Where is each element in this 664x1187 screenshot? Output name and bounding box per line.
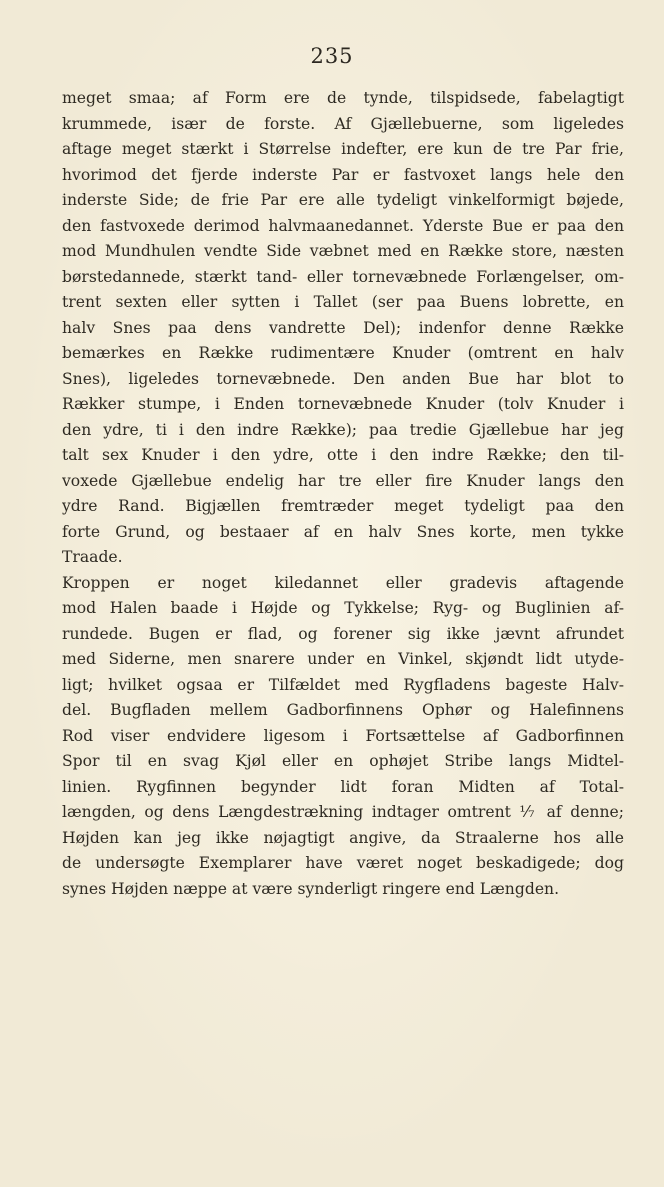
text-line: rundede. Bugen er flad, og forener sig ikke jævnt afrundet	[62, 624, 624, 643]
text-line: inderste Side; de frie Par ere alle tydeligt vinkelformigt bøjede,	[62, 191, 624, 209]
text-line: Rækker stumpe, i Enden tornevæbnede Knuder (tolv Knuder i	[62, 395, 624, 413]
text-line: aftage meget stærkt i Størrelse indefter, ere kun de tre Par frie,	[62, 140, 624, 158]
text-line: forte Grund, og bestaaer af en halv Snes korte, men tykke	[62, 522, 624, 541]
text-line: Traade.	[62, 548, 123, 566]
text-line: den fastvoxede derimod halvmaanedannet. Yderste Bue er paa den	[62, 216, 624, 235]
body-text	[62, 86, 624, 902]
page-number: 235	[310, 44, 354, 68]
text-line: hvorimod det fjerde inderste Par er fastvoxet langs hele den	[62, 165, 624, 184]
text-line: Kroppen er noget kiledannet eller gradevis aftagende	[62, 573, 624, 592]
text-line: bemærkes en Række rudimentære Knuder (omtrent en halv	[62, 344, 624, 362]
text-line: voxede Gjællebue endelig har tre eller fire Knuder langs den	[62, 471, 624, 490]
text-line: mod Mundhulen vendte Side væbnet med en Række store, næsten	[62, 242, 624, 260]
text-line: børstedannede, stærkt tand- eller tornevæbnede Forlængelser, om-	[62, 267, 624, 286]
text-line: Højden kan jeg ikke nøjagtigt angive, da Straalerne hos alle	[62, 828, 624, 847]
text-line: de undersøgte Exemplarer have været noget beskadigede; dog	[62, 854, 624, 872]
text-line: meget smaa; af Form ere de tynde, tilspidsede, fabelagtigt	[62, 89, 624, 107]
text-line: halv Snes paa dens vandrette Del); indenfor denne Række	[62, 318, 624, 337]
text-line: krummede, især de forste. Af Gjællebuerne, som ligeledes	[62, 114, 624, 133]
text-line: trent sexten eller sytten i Tallet (ser paa Buens lobrette, en	[62, 293, 624, 311]
text-line: Spor til en svag Kjøl eller en ophøjet Stribe langs Midtel-	[62, 752, 624, 770]
text-line: synes Højden næppe at være synderligt ringere end Længden.	[62, 879, 560, 898]
text-line: ydre Rand. Bigjællen fremtræder meget tydeligt paa den	[62, 497, 624, 515]
text-line: Snes), ligeledes tornevæbnede. Den anden Bue har blot to	[62, 369, 624, 388]
text-line: med Siderne, men snarere under en Vinkel, skjøndt lidt utyde-	[62, 650, 624, 668]
text-line: del. Bugfladen mellem Gadborfinnens Ophør og Halefinnens	[62, 701, 624, 719]
text-line: den ydre, ti i den indre Række); paa tredie Gjællebue har jeg	[62, 420, 624, 439]
text-line: længden, og dens Længdestrækning indtager omtrent ⅐ af denne;	[62, 803, 624, 821]
text-line: linien. Rygfinnen begynder lidt foran Midten af Total-	[62, 777, 624, 796]
text-line: Rod viser endvidere ligesom i Fortsættelse af Gadborfinnen	[62, 726, 624, 745]
text-line: talt sex Knuder i den ydre, otte i den indre Række; den til-	[62, 446, 624, 464]
text-line: ligt; hvilket ogsaa er Tilfældet med Rygfladens bageste Halv-	[62, 675, 624, 694]
text-line: mod Halen baade i Højde og Tykkelse; Ryg- og Buglinien af-	[62, 599, 624, 617]
